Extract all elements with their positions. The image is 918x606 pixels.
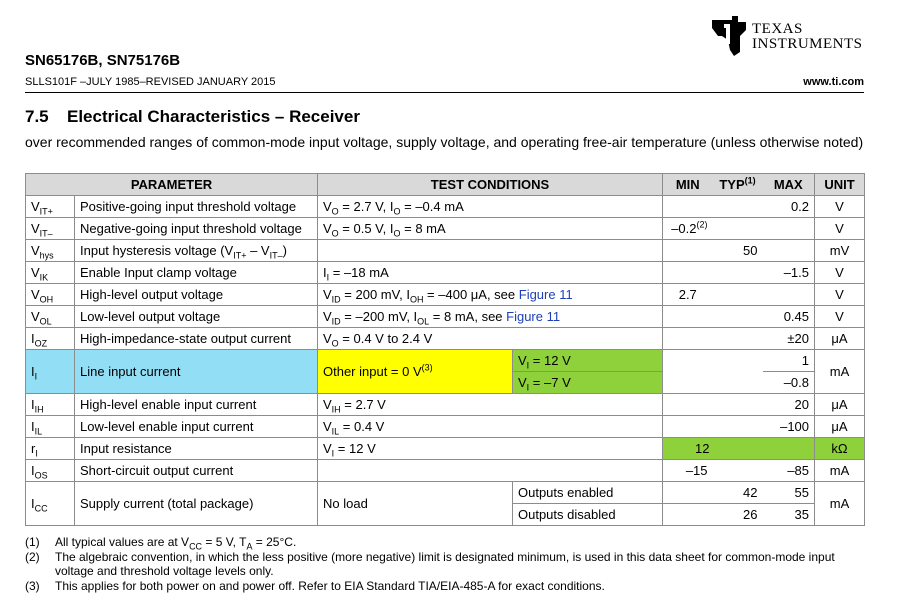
table-row	[26, 438, 865, 460]
typ-cell	[713, 284, 763, 306]
ti-logo[interactable]	[710, 14, 870, 58]
symbol-cell: $I_{OS}$	[26, 460, 75, 482]
parameter-cell: Positive-going input threshold voltage	[75, 196, 318, 218]
min-cell	[663, 394, 713, 416]
condition-cell	[318, 240, 663, 262]
max-cell: ±20	[763, 328, 815, 350]
unit-cell: mA	[815, 482, 865, 526]
min-cell	[663, 504, 713, 526]
header-test-conditions: TEST CONDITIONS	[318, 174, 663, 196]
table-header-row	[26, 174, 865, 196]
header-typ	[713, 174, 763, 196]
min-value: 12	[695, 440, 710, 456]
receiver-characteristics-table	[25, 173, 865, 526]
max-cell: 55	[763, 482, 815, 504]
symbol-cell: $I_{OZ}$	[26, 328, 75, 350]
table-row	[26, 196, 865, 218]
footnote	[25, 535, 870, 552]
logo-line2: INSTRUMENTS	[752, 36, 863, 52]
unit-cell: V	[815, 262, 865, 284]
parameter-cell: Supply current (total package)	[75, 482, 318, 526]
condition-cell: $V_I = 12$ V	[318, 438, 663, 460]
min-cell: –15	[663, 460, 713, 482]
section-title	[25, 107, 360, 127]
typ-cell: 26	[713, 504, 763, 526]
typ-cell	[713, 394, 763, 416]
unit-cell: mA	[815, 460, 865, 482]
min-cell: 2.7	[663, 284, 713, 306]
parameter-cell: Input resistance	[75, 438, 318, 460]
parameter-cell: Line input current	[75, 350, 318, 394]
parameter-cell: Input hysteresis voltage $(V_{IT+} - V_{IT-})$	[75, 240, 318, 262]
symbol-cell: $V_{IT+}$	[26, 196, 75, 218]
table-row	[26, 394, 865, 416]
unit-cell: mA	[815, 350, 865, 394]
condition-cell: $V_{IL} = 0.4$ V	[318, 416, 663, 438]
ti-logo-icon	[710, 14, 750, 58]
sub-condition-cell: $V_I = 12$ V	[513, 350, 663, 372]
footnote-number: (3)	[25, 579, 40, 593]
unit-cell: V	[815, 196, 865, 218]
condition-cell: $V_{ID} = 200$ mV, $I_{OH} = -400$ μA, see Figure 11	[318, 284, 663, 306]
footnote-text: The algebraic convention, in which the less positive (more negative) limit is designated minimum, is used in this data sheet for common-mode input voltage and threshold voltage levels only.	[55, 550, 835, 578]
footnote	[25, 550, 870, 578]
unit-cell: V	[815, 218, 865, 240]
typ-cell: 42	[713, 482, 763, 504]
symbol-cell: $I_I$	[26, 350, 75, 394]
typ-cell	[713, 262, 763, 284]
unit-cell: V	[815, 306, 865, 328]
symbol-cell: $V_{IT-}$	[26, 218, 75, 240]
condition-cell: $V_{IH} = 2.7$ V	[318, 394, 663, 416]
footnote-number: (2)	[25, 550, 40, 564]
value-cell	[663, 438, 815, 460]
typ-cell	[713, 328, 763, 350]
min-cell	[663, 196, 713, 218]
section-intro: over recommended ranges of common-mode input voltage, supply voltage, and operating free-air temperature (unless otherwise noted)	[25, 134, 864, 150]
sub-condition-cell: $V_I = -7$ V	[513, 372, 663, 394]
parameter-cell: High-level output voltage	[75, 284, 318, 306]
parameter-cell: Low-level output voltage	[75, 306, 318, 328]
figure-link[interactable]: Figure 11	[506, 308, 561, 324]
typ-cell	[713, 460, 763, 482]
typ-cell: 50	[713, 240, 763, 262]
header-typ-label: TYP	[719, 176, 745, 192]
symbol-cell: $I_{IL}$	[26, 416, 75, 438]
min-cell	[663, 262, 713, 284]
min-cell	[663, 328, 713, 350]
section-title-text: Electrical Characteristics – Receiver	[67, 107, 360, 126]
header-min: MIN	[663, 174, 713, 196]
unit-cell: V	[815, 284, 865, 306]
header-rule	[25, 92, 864, 93]
min-cell: –0.2$^{(2)}$	[663, 218, 713, 240]
parameter-cell: Short-circuit output current	[75, 460, 318, 482]
table-row	[26, 284, 865, 306]
table-row	[26, 350, 865, 372]
typ-cell	[713, 372, 763, 394]
table-row	[26, 262, 865, 284]
typ-cell	[713, 306, 763, 328]
condition-cell: Other input = 0 $V^{(3)}$	[318, 350, 513, 394]
table-row	[26, 240, 865, 262]
symbol-cell: $I_{IH}$	[26, 394, 75, 416]
min-cell	[663, 350, 713, 372]
unit-cell: μA	[815, 394, 865, 416]
parameter-cell: Negative-going input threshold voltage	[75, 218, 318, 240]
footnotes	[25, 535, 870, 594]
parameter-cell: Low-level enable input current	[75, 416, 318, 438]
parameter-cell: Enable Input clamp voltage	[75, 262, 318, 284]
max-cell: –100	[763, 416, 815, 438]
figure-link[interactable]: Figure 11	[518, 286, 573, 302]
header-unit: UNIT	[815, 174, 865, 196]
unit-cell: μA	[815, 416, 865, 438]
max-cell: 0.2	[763, 196, 815, 218]
sub-condition-cell: Outputs disabled	[513, 504, 663, 526]
sub-condition-cell: Outputs enabled	[513, 482, 663, 504]
max-cell	[763, 240, 815, 262]
table-row	[26, 306, 865, 328]
logo-line1: TEXAS	[752, 21, 803, 37]
parameter-cell: High-impedance-state output current	[75, 328, 318, 350]
min-cell	[663, 240, 713, 262]
condition-cell	[318, 460, 663, 482]
max-cell: 0.45	[763, 306, 815, 328]
condition-cell: $V_O = 0.5$ V, $I_O = 8$ mA	[318, 218, 663, 240]
footnote-text: All typical values are at $V_{CC} = 5$ V, $T_A = 25^\circ C$.	[55, 535, 297, 552]
typ-cell	[713, 416, 763, 438]
typ-cell	[713, 350, 763, 372]
site-url[interactable]: www.ti.com	[803, 76, 864, 88]
max-cell: –1.5	[763, 262, 815, 284]
max-cell: 1	[763, 350, 815, 372]
symbol-cell: $V_{IK}$	[26, 262, 75, 284]
symbol-cell: $I_{CC}$	[26, 482, 75, 526]
typ-cell	[713, 196, 763, 218]
condition-cell: No load	[318, 482, 513, 526]
condition-cell: $V_O = 2.7$ V, $I_O = -0.4$ mA	[318, 196, 663, 218]
symbol-cell: $V_{hys}$	[26, 240, 75, 262]
symbol-cell: $V_{OH}$	[26, 284, 75, 306]
footnote	[25, 579, 870, 593]
unit-cell: mV	[815, 240, 865, 262]
parameter-cell: High-level enable input current	[75, 394, 318, 416]
condition-cell: $I_I = -18$ mA	[318, 262, 663, 284]
footnote-text: This applies for both power on and power off. Refer to EIA Standard TIA/EIA-485-A for exact conditions.	[55, 579, 605, 593]
table-row	[26, 328, 865, 350]
min-cell	[663, 372, 713, 394]
condition-cell: $V_{ID} = -200$ mV, $I_{OL} = 8$ mA, see Figure 11	[318, 306, 663, 328]
min-cell	[663, 416, 713, 438]
symbol-cell: $V_{OL}$	[26, 306, 75, 328]
min-cell	[663, 482, 713, 504]
symbol-cell: $r_I$	[26, 438, 75, 460]
max-cell	[763, 284, 815, 306]
header-max: MAX	[763, 174, 815, 196]
typ-cell	[713, 218, 763, 240]
header-parameter: PARAMETER	[26, 174, 318, 196]
table-row	[26, 460, 865, 482]
table-row	[26, 482, 865, 504]
condition-cell: $V_O = 0.4$ V to 2.4 V	[318, 328, 663, 350]
header-typ-note: (1)	[744, 175, 756, 186]
doc-info: SLLS101F –JULY 1985–REVISED JANUARY 2015	[25, 76, 276, 88]
unit-cell: μA	[815, 328, 865, 350]
part-numbers: SN65176B, SN75176B	[25, 52, 181, 69]
max-cell: –0.8	[763, 372, 815, 394]
table-row	[26, 416, 865, 438]
max-cell: 35	[763, 504, 815, 526]
min-cell	[663, 306, 713, 328]
logo-text	[752, 22, 863, 52]
max-cell: –85	[763, 460, 815, 482]
section-number: 7.5	[25, 107, 49, 126]
footnote-number: (1)	[25, 535, 40, 549]
max-cell	[763, 218, 815, 240]
table-row	[26, 218, 865, 240]
unit-cell: kΩ	[815, 438, 865, 460]
max-cell: 20	[763, 394, 815, 416]
